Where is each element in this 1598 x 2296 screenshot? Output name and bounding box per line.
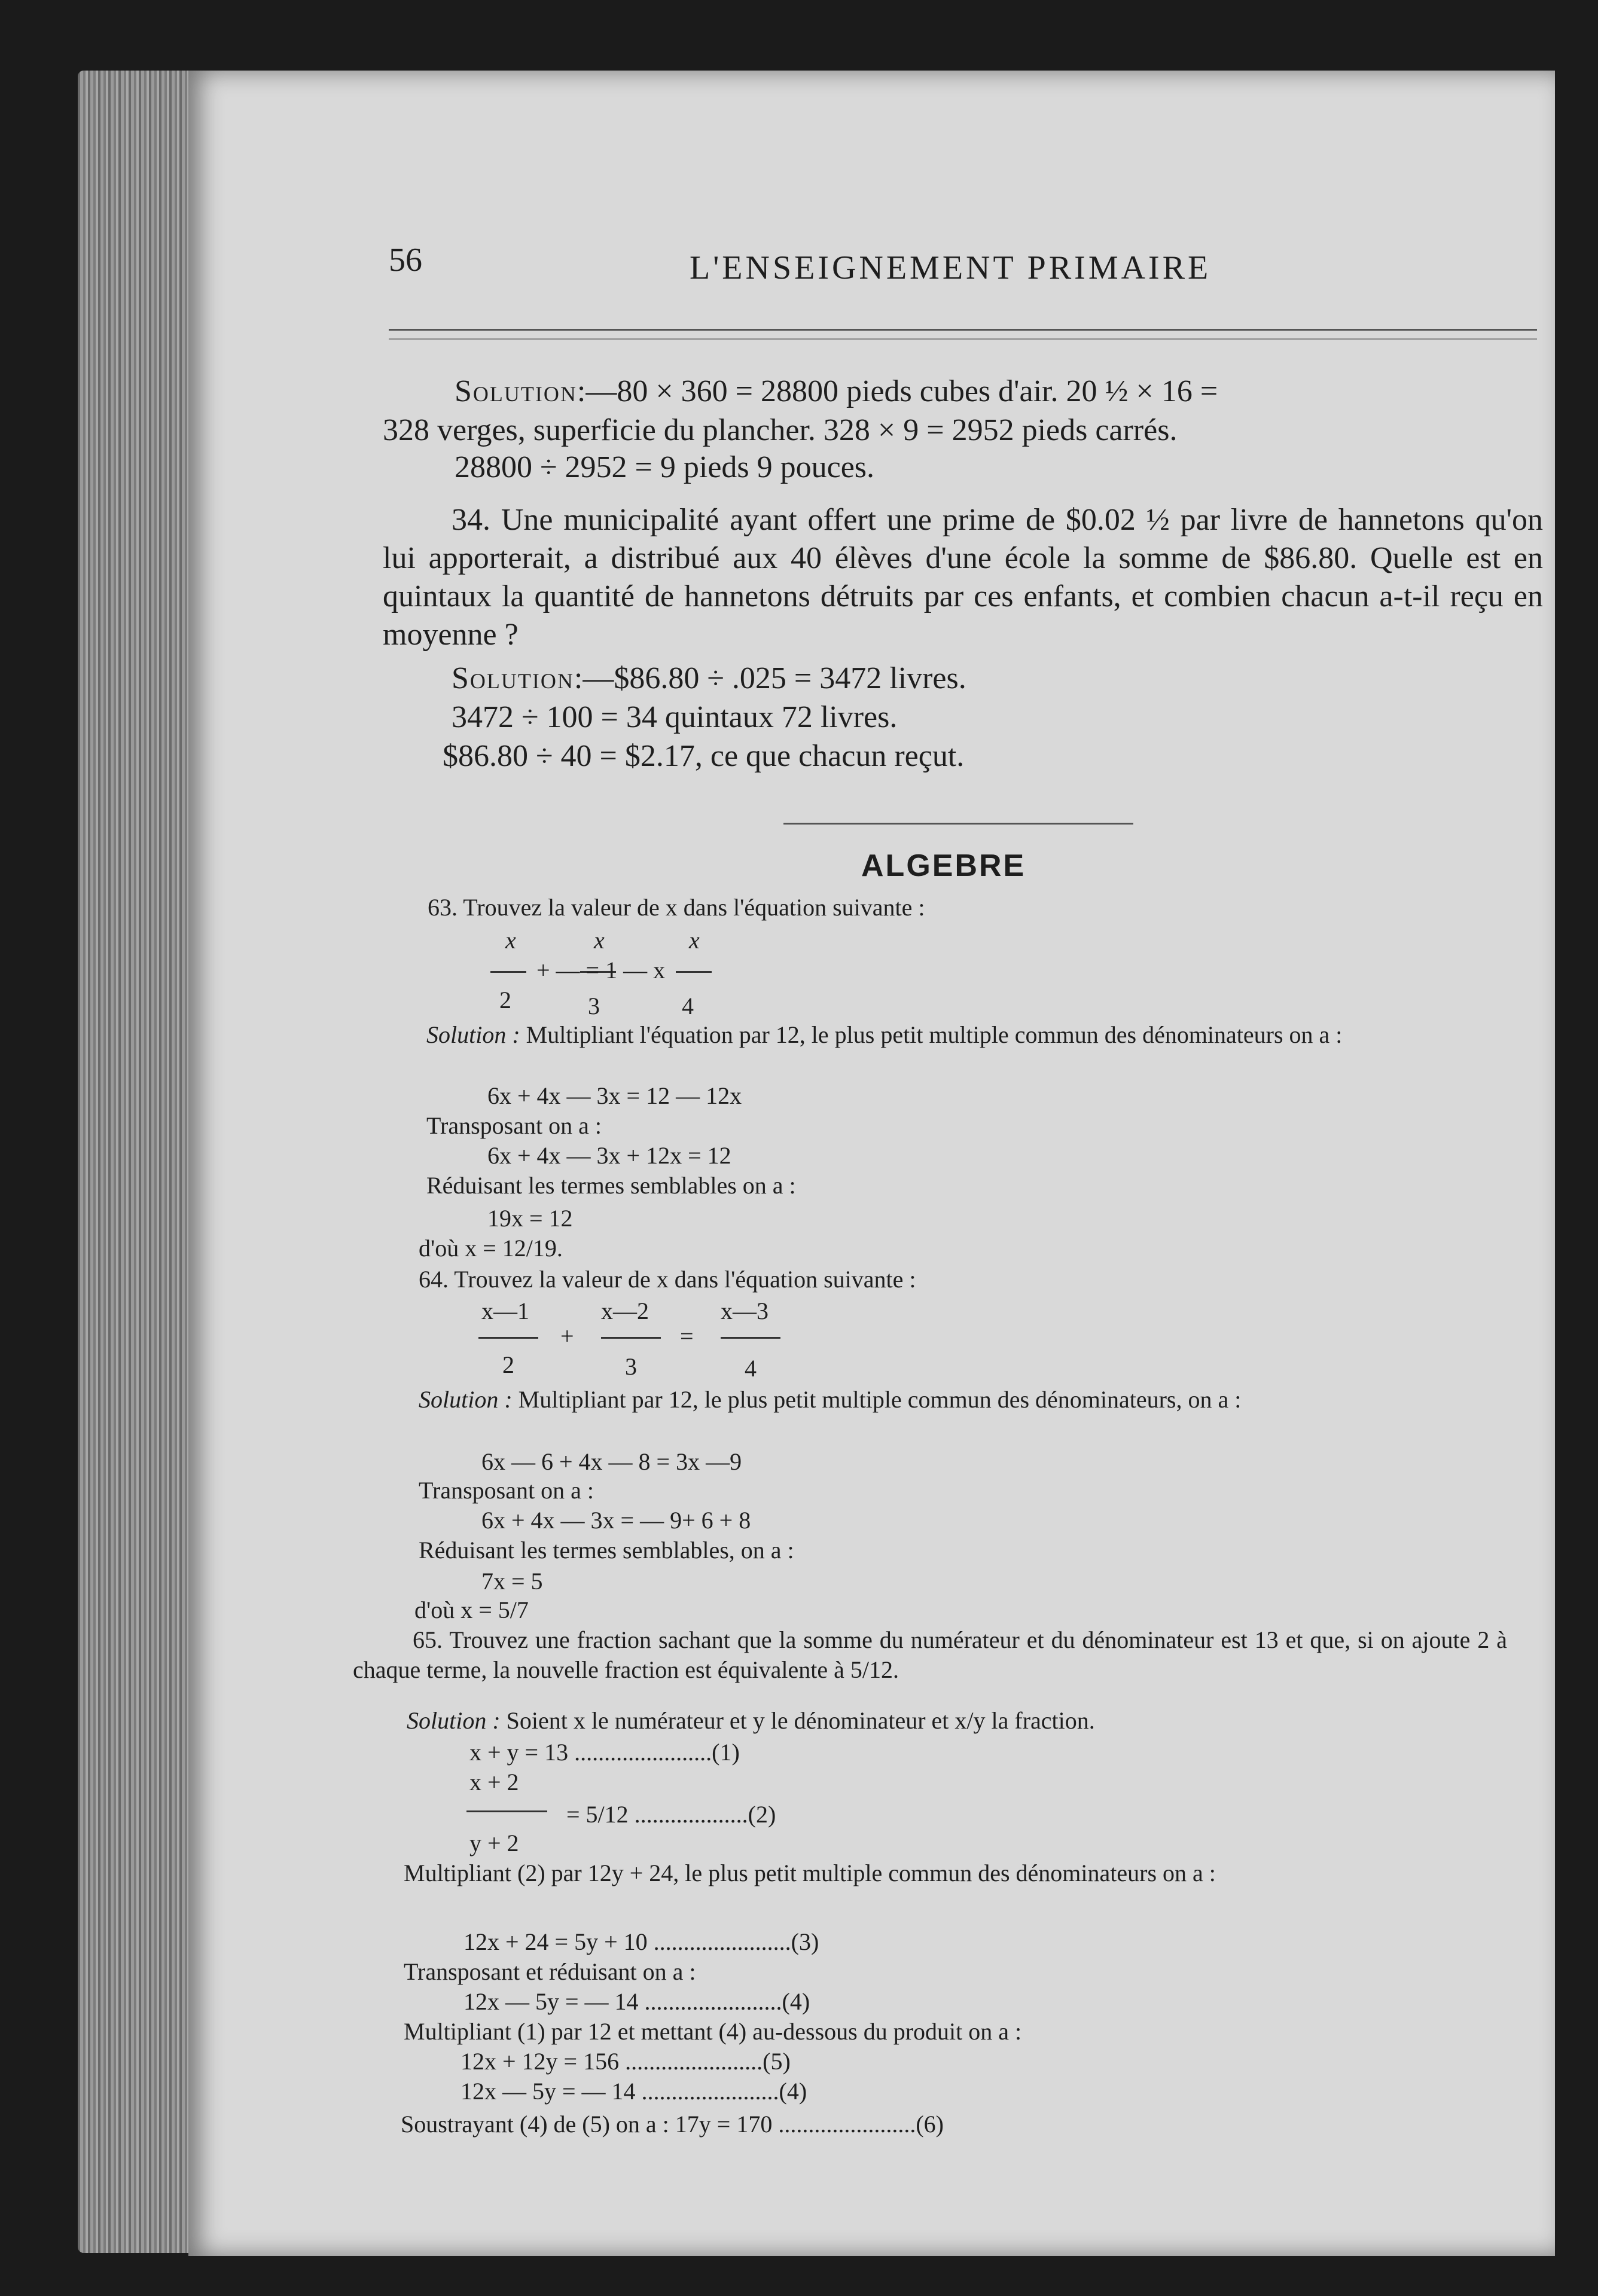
- p65-eq-1: x + y = 13 .......................(1): [469, 1739, 740, 1766]
- p64-frac-bar-2: [601, 1337, 661, 1339]
- p65-eq-3: 12x + 24 = 5y + 10 .......................(3): [463, 1928, 819, 1955]
- p65-frac-bar: [466, 1810, 547, 1812]
- p64-den-2: 3: [625, 1353, 637, 1380]
- solution-1-line-2: 328 verges, superficie du plancher. 328 × 9 = 2952 pieds carrés.: [383, 413, 1178, 447]
- p63-num-3: x: [689, 927, 700, 954]
- book-page-edges: [78, 71, 194, 2253]
- p65-line-2: Transposant et réduisant on a :: [404, 1958, 696, 1985]
- p64-num-1: x—1: [481, 1297, 529, 1324]
- header-rule: [389, 329, 1537, 331]
- p64-op-plus: +: [560, 1323, 574, 1349]
- p64-line-5: 7x = 5: [481, 1568, 543, 1595]
- p64-line-6: d'où x = 5/7: [414, 1596, 529, 1623]
- p64-frac-bar-3: [721, 1337, 780, 1339]
- p65-frac-numerator: x + 2: [469, 1769, 519, 1796]
- p63-den-3: 4: [682, 993, 694, 1019]
- p65-line-1: Multipliant (2) par 12y + 24, le plus petit multiple commun des dénominateurs on a :: [404, 1860, 1216, 1886]
- p63-line-3: 6x + 4x — 3x + 12x = 12: [487, 1142, 731, 1169]
- p65-eq-2: = 5/12 ...................(2): [566, 1801, 776, 1828]
- p63-line-5: 19x = 12: [487, 1205, 573, 1232]
- page-number: 56: [389, 242, 422, 279]
- p63-solution-intro: Solution : Multipliant l'équation par 12, le plus petit multiple commun des dénominateurs on a :: [426, 1021, 1343, 1048]
- p63-frac-bar-3: [676, 971, 712, 973]
- p63-line-4: Réduisant les termes semblables on a :: [426, 1172, 796, 1199]
- p65-solution-intro: Solution : Soient x le numérateur et y le dénominateur et x/y la fraction.: [407, 1707, 1095, 1734]
- p64-frac-bar-1: [478, 1337, 538, 1339]
- p64-solution-intro: Solution : Multipliant par 12, le plus petit multiple commun des dénominateurs, on a :: [419, 1386, 1242, 1413]
- p63-num-2: x: [594, 927, 605, 954]
- problem-65-statement: 65. Trouvez une fraction sachant que la somme du numérateur et du dénominateur est 13 et que, si on ajoute 2 à chaque terme, la nouvelle fraction est équivalente à 5/12.: [353, 1626, 1507, 1683]
- problem-63-statement: 63. Trouvez la valeur de x dans l'équation suivante :: [428, 894, 925, 921]
- section-title: ALGEBRE: [861, 848, 1026, 883]
- p64-num-3: x—3: [721, 1297, 768, 1324]
- p64-den-3: 4: [745, 1355, 757, 1382]
- running-head: L'ENSEIGNEMENT PRIMAIRE: [690, 249, 1212, 286]
- p63-operators: + — = 1 — x: [536, 957, 666, 984]
- book-page: [188, 71, 1555, 2256]
- p64-den-1: 2: [502, 1351, 514, 1378]
- p63-line-2: Transposant on a :: [426, 1112, 602, 1139]
- p64-line-1: 6x — 6 + 4x — 8 = 3x —9: [481, 1448, 742, 1475]
- p63-frac-bar-1: [490, 971, 526, 973]
- header-rule-secondary: [389, 338, 1537, 340]
- p64-line-2: Transposant on a :: [419, 1477, 594, 1504]
- solution-1-line-3: 28800 ÷ 2952 = 9 pieds 9 pouces.: [455, 450, 875, 484]
- p65-frac-denominator: y + 2: [469, 1830, 519, 1857]
- solution-2-line-1: Solution:—$86.80 ÷ .025 = 3472 livres.: [452, 661, 966, 695]
- problem-64-statement: 64. Trouvez la valeur de x dans l'équation suivante :: [419, 1266, 916, 1293]
- solution-1-line-1: Solution:—80 × 360 = 28800 pieds cubes d'air. 20 ½ × 16 =: [455, 374, 1218, 408]
- p63-den-2: 3: [588, 993, 600, 1019]
- p63-line-1: 6x + 4x — 3x = 12 — 12x: [487, 1082, 742, 1109]
- p63-num-1: x: [505, 927, 516, 954]
- p63-line-6: d'où x = 12/19.: [419, 1235, 563, 1262]
- solution-2-line-2: 3472 ÷ 100 = 34 quintaux 72 livres.: [452, 700, 898, 734]
- p64-line-3: 6x + 4x — 3x = — 9+ 6 + 8: [481, 1507, 751, 1534]
- p65-eq-4: 12x — 5y = — 14 .......................(4): [463, 1988, 810, 2015]
- p63-den-1: 2: [499, 987, 511, 1013]
- section-divider: [783, 823, 1133, 825]
- p64-op-equals: =: [680, 1323, 694, 1349]
- problem-34: 34. Une municipalité ayant offert une prime de $0.02 ½ par livre de hannetons qu'on lui apporterait, a distribué aux 40 élèves d'une école la somme de $86.80. Quelle est en quintaux la quantité de hannetons détruits par ces enfants, et combien chacun a-t-il reçu en moyenne ?: [383, 503, 1543, 652]
- p64-num-2: x—2: [601, 1297, 649, 1324]
- p65-line-4: Soustrayant (4) de (5) on a : 17y = 170 .......................(6): [401, 2111, 944, 2138]
- p64-line-4: Réduisant les termes semblables, on a :: [419, 1537, 794, 1564]
- solution-2-line-3: $86.80 ÷ 40 = $2.17, ce que chacun reçut.: [443, 739, 965, 773]
- p65-line-3: Multipliant (1) par 12 et mettant (4) au-dessous du produit on a :: [404, 2018, 1022, 2045]
- p65-eq-6: 12x — 5y = — 14 .......................(4): [461, 2078, 807, 2105]
- p65-eq-5: 12x + 12y = 156 .......................(5): [461, 2048, 791, 2075]
